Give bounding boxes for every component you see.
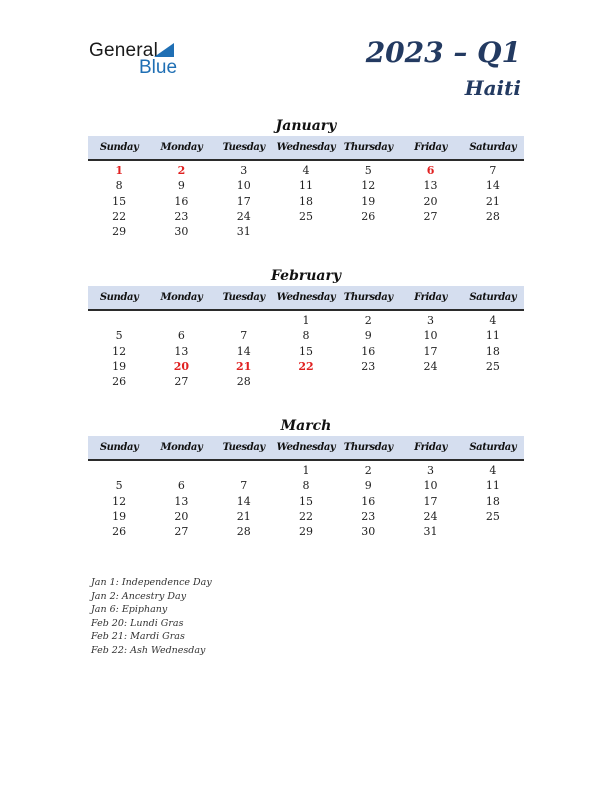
weekday-tuesday: Tuesday <box>222 292 265 303</box>
day-cell: 31 <box>236 225 251 239</box>
day-cell: 6 <box>177 479 185 493</box>
day-cell: 15 <box>298 344 313 358</box>
day-cell: 4 <box>489 464 497 477</box>
empty-day-cell <box>462 224 524 239</box>
week-row <box>88 463 524 478</box>
day-cell: 21 <box>485 194 500 208</box>
empty-day-cell <box>462 374 524 389</box>
weekday-wednesday: Wednesday <box>276 442 336 453</box>
weekday-sunday: Sunday <box>99 292 139 303</box>
day-cell: 23 <box>174 209 189 223</box>
week-row <box>88 209 524 224</box>
weekday-saturday: Saturday <box>469 292 517 303</box>
day-cell: 2 <box>364 314 372 327</box>
week-row <box>88 509 524 524</box>
day-cell: 17 <box>423 344 438 358</box>
weekday-saturday: Saturday <box>469 142 517 153</box>
day-cell: 9 <box>364 329 372 343</box>
weekday-header <box>88 136 524 161</box>
day-cell: 6 <box>177 329 185 343</box>
month-march <box>88 416 524 539</box>
empty-day-cell <box>213 313 275 328</box>
day-cell: 6 <box>426 164 435 177</box>
week-row <box>88 313 524 328</box>
holiday-list <box>91 576 212 658</box>
day-cell: 13 <box>174 494 189 508</box>
empty-day-cell <box>213 463 275 478</box>
logo-text-general: General <box>89 40 158 61</box>
day-cell: 5 <box>115 479 123 493</box>
weekday-tuesday: Tuesday <box>222 442 265 453</box>
day-cell: 20 <box>174 509 189 523</box>
week-row <box>88 359 524 374</box>
day-cell: 28 <box>236 375 251 389</box>
week-row <box>88 178 524 193</box>
day-cell: 9 <box>177 179 185 193</box>
day-cell: 9 <box>364 479 372 493</box>
empty-day-cell <box>275 224 337 239</box>
day-cell: 16 <box>361 344 376 358</box>
day-cell: 22 <box>298 509 313 523</box>
day-cell: 30 <box>361 525 376 539</box>
empty-day-cell <box>88 313 150 328</box>
day-cell: 3 <box>240 164 248 177</box>
holiday-item: Jan 6: Epiphany <box>91 604 168 616</box>
holiday-item: Feb 20: Lundi Gras <box>91 617 184 629</box>
day-cell: 22 <box>112 209 127 223</box>
weekday-sunday: Sunday <box>99 142 139 153</box>
day-cell: 17 <box>236 194 251 208</box>
day-cell: 26 <box>112 525 127 539</box>
week-row <box>88 224 524 239</box>
day-cell: 11 <box>485 479 500 493</box>
day-cell: 14 <box>485 179 500 193</box>
day-cell: 12 <box>112 494 127 508</box>
day-cell: 22 <box>298 359 314 373</box>
day-cell: 17 <box>423 494 438 508</box>
day-cell: 25 <box>298 209 313 223</box>
page-title: 2023 – Q1 <box>365 36 521 69</box>
week-row <box>88 524 524 539</box>
week-row <box>88 194 524 209</box>
holiday-item: Feb 21: Mardi Gras <box>91 631 185 643</box>
empty-day-cell <box>399 374 461 389</box>
day-cell: 31 <box>423 525 438 539</box>
week-row <box>88 478 524 493</box>
month-name: January <box>275 118 337 134</box>
day-cell: 7 <box>240 479 248 493</box>
day-cell: 30 <box>174 225 189 239</box>
day-cell: 23 <box>361 359 376 373</box>
day-cell: 18 <box>298 194 313 208</box>
month-february <box>88 266 524 389</box>
day-cell: 27 <box>423 209 438 223</box>
day-cell: 28 <box>236 525 251 539</box>
logo-text-blue: Blue <box>139 57 178 78</box>
weekday-friday: Friday <box>414 292 447 303</box>
day-cell: 5 <box>364 164 372 177</box>
weekday-sunday: Sunday <box>99 442 139 453</box>
day-cell: 27 <box>174 525 189 539</box>
day-cell: 24 <box>236 209 251 223</box>
week-row <box>88 328 524 343</box>
day-cell: 26 <box>112 375 127 389</box>
day-cell: 10 <box>423 329 438 343</box>
weekday-wednesday: Wednesday <box>276 292 336 303</box>
day-cell: 25 <box>485 359 500 373</box>
day-cell: 14 <box>236 494 251 508</box>
day-cell: 5 <box>115 329 123 343</box>
holiday-item: Jan 1: Independence Day <box>91 577 212 588</box>
day-cell: 14 <box>236 344 251 358</box>
month-name: February <box>270 268 341 284</box>
week-row <box>88 374 524 389</box>
day-cell: 25 <box>485 509 500 523</box>
empty-day-cell <box>337 224 399 239</box>
day-cell: 15 <box>112 194 127 208</box>
page-subtitle: Haiti <box>464 76 521 100</box>
day-cell: 20 <box>423 194 438 208</box>
week-row <box>88 494 524 509</box>
day-cell: 11 <box>298 179 313 193</box>
weekday-header <box>88 436 524 461</box>
day-cell: 29 <box>298 525 313 539</box>
logo-triangle-icon <box>154 43 174 57</box>
empty-day-cell <box>150 313 212 328</box>
week-row <box>88 163 524 178</box>
day-cell: 24 <box>423 509 438 523</box>
day-cell: 3 <box>427 314 435 327</box>
day-cell: 19 <box>112 509 127 523</box>
day-cell: 12 <box>361 179 376 193</box>
weekday-monday: Monday <box>160 292 203 303</box>
weekday-friday: Friday <box>414 442 447 453</box>
weekday-thursday: Thursday <box>343 142 393 153</box>
empty-day-cell <box>275 374 337 389</box>
weekday-saturday: Saturday <box>469 442 517 453</box>
day-cell: 27 <box>174 375 189 389</box>
day-cell: 13 <box>423 179 438 193</box>
day-cell: 2 <box>364 464 372 477</box>
empty-day-cell <box>88 463 150 478</box>
day-cell: 10 <box>236 179 251 193</box>
weekday-wednesday: Wednesday <box>276 142 336 153</box>
day-cell: 23 <box>361 509 376 523</box>
weekday-thursday: Thursday <box>343 292 393 303</box>
day-cell: 19 <box>361 194 376 208</box>
day-cell: 20 <box>173 359 190 373</box>
day-cell: 28 <box>485 209 500 223</box>
day-cell: 19 <box>112 359 127 373</box>
month-name: March <box>280 418 332 434</box>
day-cell: 26 <box>361 209 376 223</box>
month-january <box>88 116 524 239</box>
weekday-friday: Friday <box>414 142 447 153</box>
day-cell: 16 <box>361 494 376 508</box>
empty-day-cell <box>462 524 524 539</box>
empty-day-cell <box>150 463 212 478</box>
day-cell: 8 <box>302 329 310 343</box>
day-cell: 18 <box>485 494 500 508</box>
day-cell: 4 <box>302 164 310 177</box>
weekday-thursday: Thursday <box>343 442 393 453</box>
day-cell: 7 <box>240 329 248 343</box>
day-cell: 11 <box>485 329 500 343</box>
generalblue-logo <box>89 40 199 80</box>
day-cell: 1 <box>302 314 310 327</box>
day-cell: 21 <box>236 359 252 373</box>
day-cell: 8 <box>115 179 123 193</box>
day-cell: 21 <box>236 509 251 523</box>
day-cell: 1 <box>115 164 123 177</box>
day-cell: 18 <box>485 344 500 358</box>
holiday-item: Feb 22: Ash Wednesday <box>91 644 206 656</box>
empty-day-cell <box>399 224 461 239</box>
weekday-monday: Monday <box>160 142 203 153</box>
day-cell: 13 <box>174 344 189 358</box>
day-cell: 2 <box>177 164 186 177</box>
day-cell: 8 <box>302 479 310 493</box>
day-cell: 12 <box>112 344 127 358</box>
day-cell: 16 <box>174 194 189 208</box>
day-cell: 10 <box>423 479 438 493</box>
weekday-header <box>88 286 524 311</box>
day-cell: 7 <box>489 164 497 177</box>
day-cell: 1 <box>302 464 310 477</box>
day-cell: 24 <box>423 359 438 373</box>
holiday-item: Jan 2: Ancestry Day <box>91 590 187 602</box>
day-cell: 29 <box>112 225 127 239</box>
weekday-monday: Monday <box>160 442 203 453</box>
day-cell: 4 <box>489 314 497 327</box>
day-cell: 15 <box>298 494 313 508</box>
weekday-tuesday: Tuesday <box>222 142 265 153</box>
day-cell: 3 <box>427 464 435 477</box>
empty-day-cell <box>337 374 399 389</box>
week-row <box>88 344 524 359</box>
